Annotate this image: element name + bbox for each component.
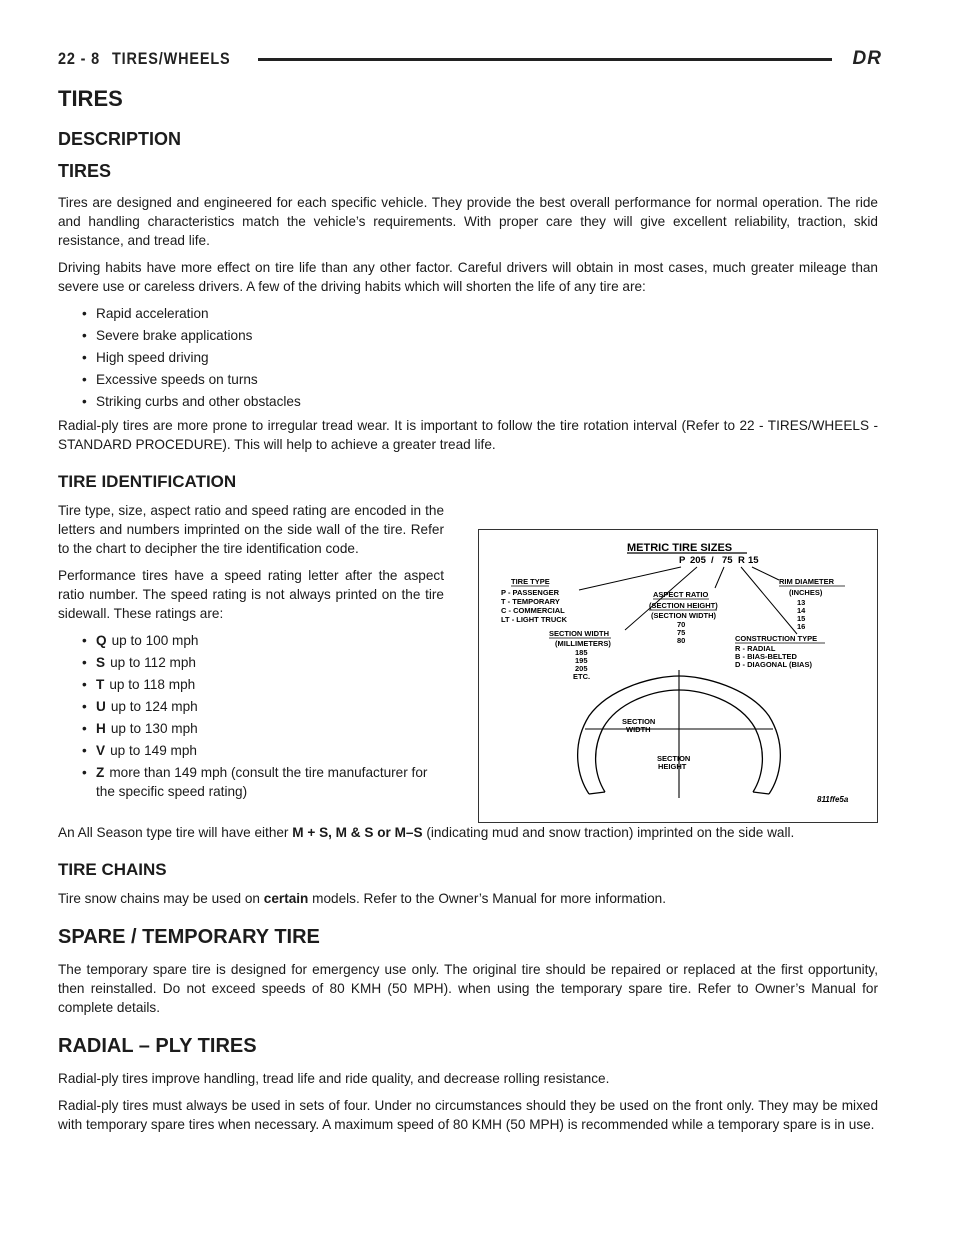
bullet: • [82, 372, 87, 387]
header-left [58, 49, 231, 69]
size-code [679, 555, 759, 566]
rim-diameter-label: RIM DIAMETER [779, 577, 834, 586]
list-item: • Severe brake applications [82, 328, 253, 343]
svg-text:WIDTH: WIDTH [626, 725, 651, 734]
section-height-callout: SECTION [657, 754, 691, 763]
tires-paragraph-2: Driving habits have more effect on tire life than any other factor. Careful drivers will obtain in most cases, much greater mileage than severe use or careless drivers. A few of the driving habits which will shorten the life of any tire are: [58, 260, 878, 294]
tire-type-label: TIRE TYPE [511, 577, 550, 586]
svg-text:14: 14 [797, 606, 806, 615]
svg-text:15: 15 [748, 555, 759, 566]
metric-tire-sizes-figure [478, 529, 878, 823]
dimension-lines [585, 670, 773, 798]
driving-habits-list [58, 304, 878, 411]
list-item: • V up to 149 mph [82, 743, 197, 758]
identification-paragraph-2: Performance tires have a speed rating letter after the aspect ratio number. The speed rating is not always printed on the tire sidewall. These ratings are: [58, 568, 444, 621]
identification-heading: TIRE IDENTIFICATION [58, 472, 237, 491]
svg-text:195: 195 [575, 656, 588, 665]
identification-text [58, 501, 444, 823]
svg-text:HEIGHT: HEIGHT [658, 762, 687, 771]
svg-text:205: 205 [575, 664, 588, 673]
section-width-callout: SECTION [622, 717, 656, 726]
bullet: • [82, 350, 87, 365]
list-item: • Excessive speeds on turns [82, 372, 258, 387]
header-rule [258, 58, 832, 61]
description-heading: DESCRIPTION [58, 129, 182, 149]
svg-text:185: 185 [575, 648, 588, 657]
svg-text:LT - LIGHT TRUCK: LT - LIGHT TRUCK [501, 615, 568, 624]
list-item: • Rapid acceleration [82, 306, 209, 321]
all-season-paragraph: An All Season type tire will have either M + S, M & S or M–S (indicating mud and snow traction) imprinted on the side wall. [58, 825, 795, 840]
page-title: TIRES [58, 86, 123, 111]
svg-text:P: P [679, 555, 686, 566]
page-number: 22 - 8 [58, 49, 101, 68]
chains-paragraph: Tire snow chains may be used on certain models. Refer to the Owner’s Manual for more information. [58, 891, 666, 906]
page-content [58, 86, 878, 1142]
chains-heading: TIRE CHAINS [58, 860, 167, 879]
svg-text:(INCHES): (INCHES) [789, 588, 823, 597]
tires-paragraph-1: Tires are designed and engineered for each specific vehicle. They provide the best overall performance for normal operation. The ride and handling characteristics match the vehicle’s requirements. With proper care they will give excellent reliability, traction, skid resistance, and tread life. [58, 195, 878, 248]
identification-paragraph-1: Tire type, size, aspect ratio and speed rating are encoded in the letters and numbers imprinted on the side wall of the tire. Refer to the chart to decipher the tire identification code. [58, 503, 444, 556]
svg-text:70: 70 [677, 620, 686, 629]
svg-text:75: 75 [722, 555, 733, 566]
svg-text:75: 75 [677, 628, 686, 637]
figure-id: 811ffe5a [817, 795, 849, 804]
tires-paragraph-3: Radial-ply tires are more prone to irregular tread wear. It is important to follow the tire rotation interval (Refer to 22 - TIRES/WHEELS - STANDARD PROCEDURE). This will help to achieve a greater tread life. [58, 418, 878, 452]
bullet: • [82, 306, 87, 321]
svg-text:T - TEMPORARY: T - TEMPORARY [501, 597, 560, 606]
svg-text:R: R [738, 555, 745, 566]
svg-text:B - BIAS-BELTED: B - BIAS-BELTED [735, 652, 797, 661]
section-name: TIRES/WHEELS [111, 49, 231, 68]
svg-text:205: 205 [690, 555, 706, 566]
svg-text:C - COMMERCIAL: C - COMMERCIAL [501, 606, 565, 615]
tires-heading: TIRES [58, 161, 112, 181]
list-item: • Z more than 149 mph (consult the tire manufacturer for the specific speed rating) [82, 765, 428, 799]
radial-paragraph-2: Radial-ply tires must always be used in sets of four. Under no circumstances should they be used on the front only. They may be mixed with temporary spare tires when necessary. A maximum speed of 80 KMH (50 MPH) is recommended while a temporary spare is in use. [58, 1098, 878, 1132]
page-header [58, 48, 882, 70]
svg-text:D - DIAGONAL (BIAS): D - DIAGONAL (BIAS) [735, 660, 812, 669]
svg-text:(SECTION WIDTH): (SECTION WIDTH) [651, 611, 716, 620]
radial-heading: RADIAL – PLY TIRES [58, 1035, 257, 1057]
tire-type-items [501, 588, 568, 624]
svg-text:(MILLIMETERS): (MILLIMETERS) [555, 639, 611, 648]
list-item: • High speed driving [82, 350, 209, 365]
svg-text:ETC.: ETC. [573, 672, 591, 681]
identification-section [58, 501, 878, 823]
radial-paragraph-1: Radial-ply tires improve handling, tread life and ride quality, and decrease rolling resistance. [58, 1071, 610, 1086]
list-item: • H up to 130 mph [82, 721, 198, 736]
bullet: • [82, 394, 87, 409]
spare-paragraph: The temporary spare tire is designed for emergency use only. The original tire should be repaired or replaced at the first opportunity, then reinstalled. Do not exceed speeds of 80 KMH (50 MPH). when using the temporary spare tire. Refer to Owner’s Manual for complete details. [58, 962, 878, 1015]
svg-text:16: 16 [797, 622, 806, 631]
aspect-ratio-label: ASPECT RATIO [653, 590, 709, 599]
spare-heading: SPARE / TEMPORARY TIRE [58, 926, 320, 948]
svg-text:80: 80 [677, 636, 686, 645]
svg-text:15: 15 [797, 614, 806, 623]
svg-text:(SECTION HEIGHT): (SECTION HEIGHT) [649, 601, 718, 610]
list-item: • U up to 124 mph [82, 699, 198, 714]
svg-text:/: / [711, 555, 714, 566]
speed-ratings-list [58, 631, 444, 801]
svg-text:R - RADIAL: R - RADIAL [735, 644, 776, 653]
list-item: • T up to 118 mph [82, 677, 196, 692]
model-code: DR [852, 48, 882, 69]
figure-title: METRIC TIRE SIZES [627, 542, 733, 554]
construction-type-label: CONSTRUCTION TYPE [735, 634, 818, 643]
tire-diagram [479, 530, 877, 822]
list-item: • Striking curbs and other obstacles [82, 394, 301, 409]
bullet: • [82, 328, 87, 343]
svg-text:P - PASSENGER: P - PASSENGER [501, 588, 560, 597]
section-width-label: SECTION WIDTH [549, 629, 609, 638]
list-item: • S up to 112 mph [82, 655, 196, 670]
svg-text:13: 13 [797, 598, 806, 607]
list-item: • Q up to 100 mph [82, 633, 199, 648]
